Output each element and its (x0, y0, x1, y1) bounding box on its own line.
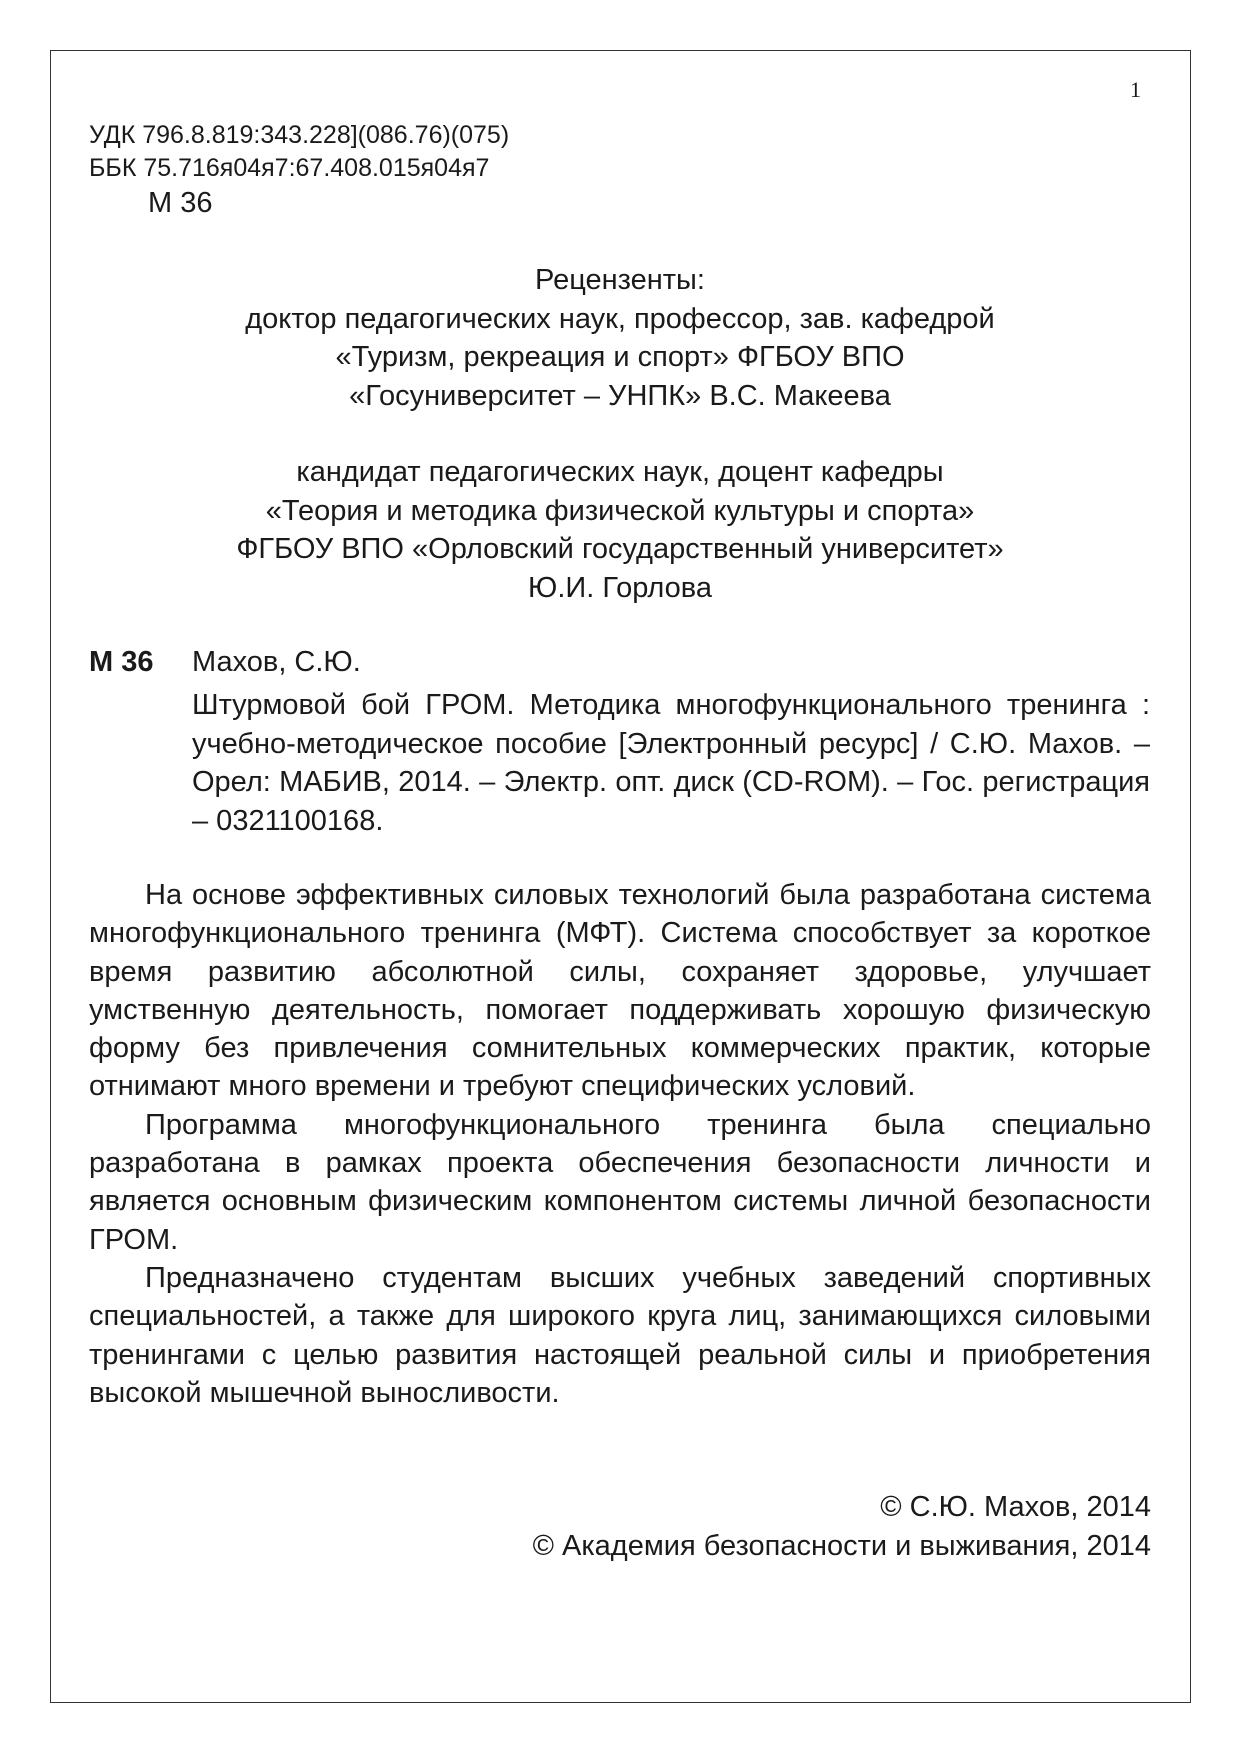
page-number: 1 (1130, 77, 1141, 102)
author-code: М 36 (148, 187, 213, 219)
abstract-paragraph: Предназначено студентам высших учебных заведений спортивных специальностей, а также для широкого круга лиц, занимающихся силовыми тренингами с целью развития настоящей реальной силы и приобретения высокой мышечной выносливости. (89, 1261, 1151, 1409)
copyright-line: © С.Ю. Махов, 2014 (880, 1491, 1151, 1523)
udk-code: УДК 796.8.819:343.228](086.76)(075) (89, 121, 510, 149)
copyright-block (89, 1488, 1151, 1565)
reviewer-2-line: ФГБОУ ВПО «Орловский государственный университет» (236, 533, 1004, 565)
entry-author: Махов, С.Ю. (192, 646, 361, 678)
abstract-paragraph: Программа многофункционального тренинга была специально разработана в рамках проекта обеспечения безопасности личности и является основным физическим компонентом системы личной безопасности ГРОМ. (89, 1108, 1151, 1256)
copyright-line: © Академия безопасности и выживания, 2014 (532, 1529, 1151, 1562)
abstract (89, 876, 1151, 1412)
bbk-code: ББК 75.716я04я7:67.408.015я04я7 (89, 154, 490, 182)
reviewer-2-line: «Теория и методика физической культуры и спорта» (265, 494, 975, 527)
entry-description: Штурмовой бой ГРОМ. Методика многофункционального тренинга : учебно-методическое пособие [Электронный ресурс] / С.Ю. Махов. – Орел: МАБИВ, 2014. – Электр. опт. диск (CD-ROM). – Гос. регистрация – 0321100168. (192, 689, 1150, 837)
reviewers-block (89, 261, 1151, 607)
entry-code: М 36 (89, 646, 154, 678)
reviewer-1-line: «Госуниверситет – УНПК» В.С. Макеева (349, 379, 891, 412)
reviewer-1-line: «Туризм, рекреация и спорт» ФГБОУ ВПО (335, 341, 905, 373)
spacer (89, 415, 1151, 453)
abstract-paragraph: На основе эффективных силовых технологий была разработана система многофункционального тренинга (МФТ). Система способствует за короткое время развитию абсолютной силы, сохраняет здоровье, улучшает умственную деятельность, помогает поддерживать хорошую физическую форму без привлечения сомнительных коммерческих практик, которые отнимают много времени и требуют специфических условий. (89, 879, 1151, 1103)
reviewer-2-line: кандидат педагогических наук, доцент кафедры (296, 456, 944, 488)
reviewer-2-line: Ю.И. Горлова (528, 571, 712, 604)
reviewer-1-line: доктор педагогических наук, профессор, зав. кафедрой (245, 302, 995, 335)
reviewers-heading: Рецензенты: (535, 264, 705, 296)
